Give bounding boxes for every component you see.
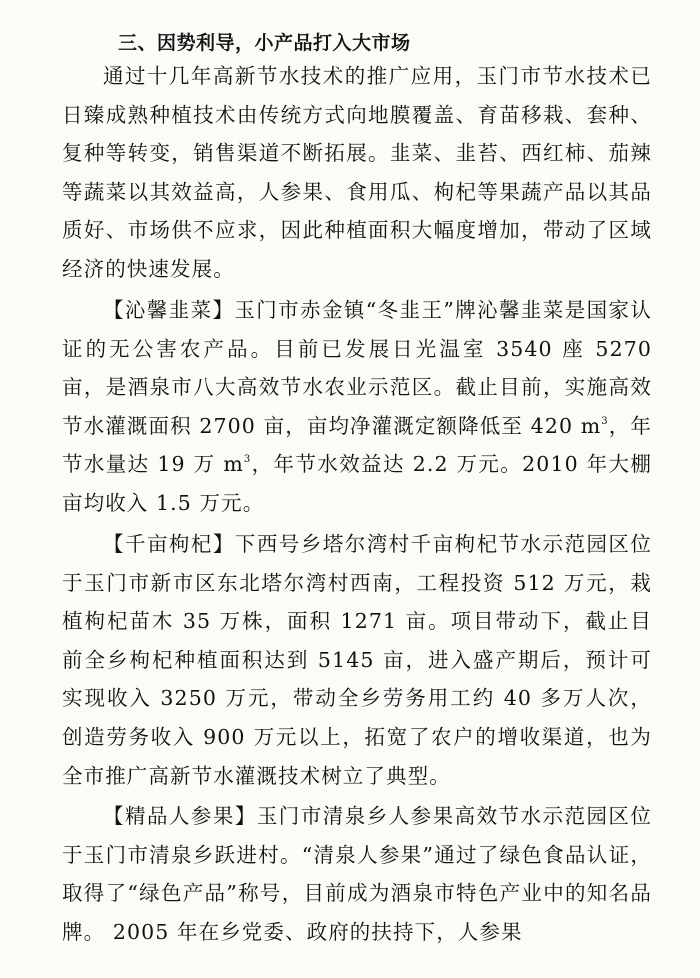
paragraph-leek-text-a: 玉门市赤金镇“冬韭王”牌沁馨韭菜是国家认证的无公害农产品。目前已发展日光温室 3540 座 5270 亩，是酒泉市八大高效节水农业示范区。截止目前，实施高效节水灌溉面积 2700 亩，亩均净灌溉定额降低至 420 m [62, 298, 652, 438]
paragraph-leek-title: 【沁馨韭菜】 [103, 298, 235, 322]
paragraph-leek-text-c: ，年节水效益达 2.2 万元。2010 年大棚亩均收入 1.5 万元。 [62, 452, 652, 515]
paragraph-goji-title: 【千亩枸杞】 [103, 532, 235, 556]
paragraph-pepino-text: 玉门市清泉乡人参果高效节水示范园区位于玉门市清泉乡跃进村。“清泉人参果”通过了绿色食品认证，取得了“绿色产品”称号，目前成为酒泉市特色产业中的知名品牌。 2005 年在乡党委、政府的扶持下，人参果 [62, 804, 652, 944]
paragraph-goji [62, 525, 652, 795]
paragraph-pepino [62, 797, 652, 951]
paragraph-leek-text-b: ，年节水量达 19 万 m [62, 413, 652, 477]
paragraph-goji-text: 下西号乡塔尔湾村千亩枸杞节水示范园区位于玉门市新市区东北塔尔湾村西南，工程投资 512 万元，栽植枸杞苗木 35 万株，面积 1271 亩。项目带动下，截止目前全乡枸杞种植面积达到 5145 亩，进入盛产期后，预计可实现收入 3250 万元，带动全乡劳务用工约 40 多万人次，创造劳务收入 900 万元以上，拓宽了农户的增收渠道，也为全市推广高新节水灌溉技术树立了典型。 [62, 532, 652, 788]
cubic-superscript-a: 3 [601, 415, 609, 427]
paragraph-pepino-title: 【精品人参果】 [103, 804, 257, 828]
paragraph-intro-text: 通过十几年高新节水技术的推广应用，玉门市节水技术已日臻成熟种植技术由传统方式向地膜覆盖、育苗移栽、套种、复种等转变，销售渠道不断拓展。韭菜、韭苔、西红柿、茄辣等蔬菜以其效益高，人参果、食用瓜、枸杞等果蔬产品以其品质好、市场供不应求，因此种植面积大幅度增加，带动了区域经济的快速发展。 [62, 64, 652, 281]
paragraph-intro [62, 57, 652, 289]
section-heading: 三、因势利导，小产品打入大市场 [118, 32, 411, 54]
paragraph-leek [62, 291, 652, 523]
cubic-superscript-b: 3 [243, 454, 252, 466]
